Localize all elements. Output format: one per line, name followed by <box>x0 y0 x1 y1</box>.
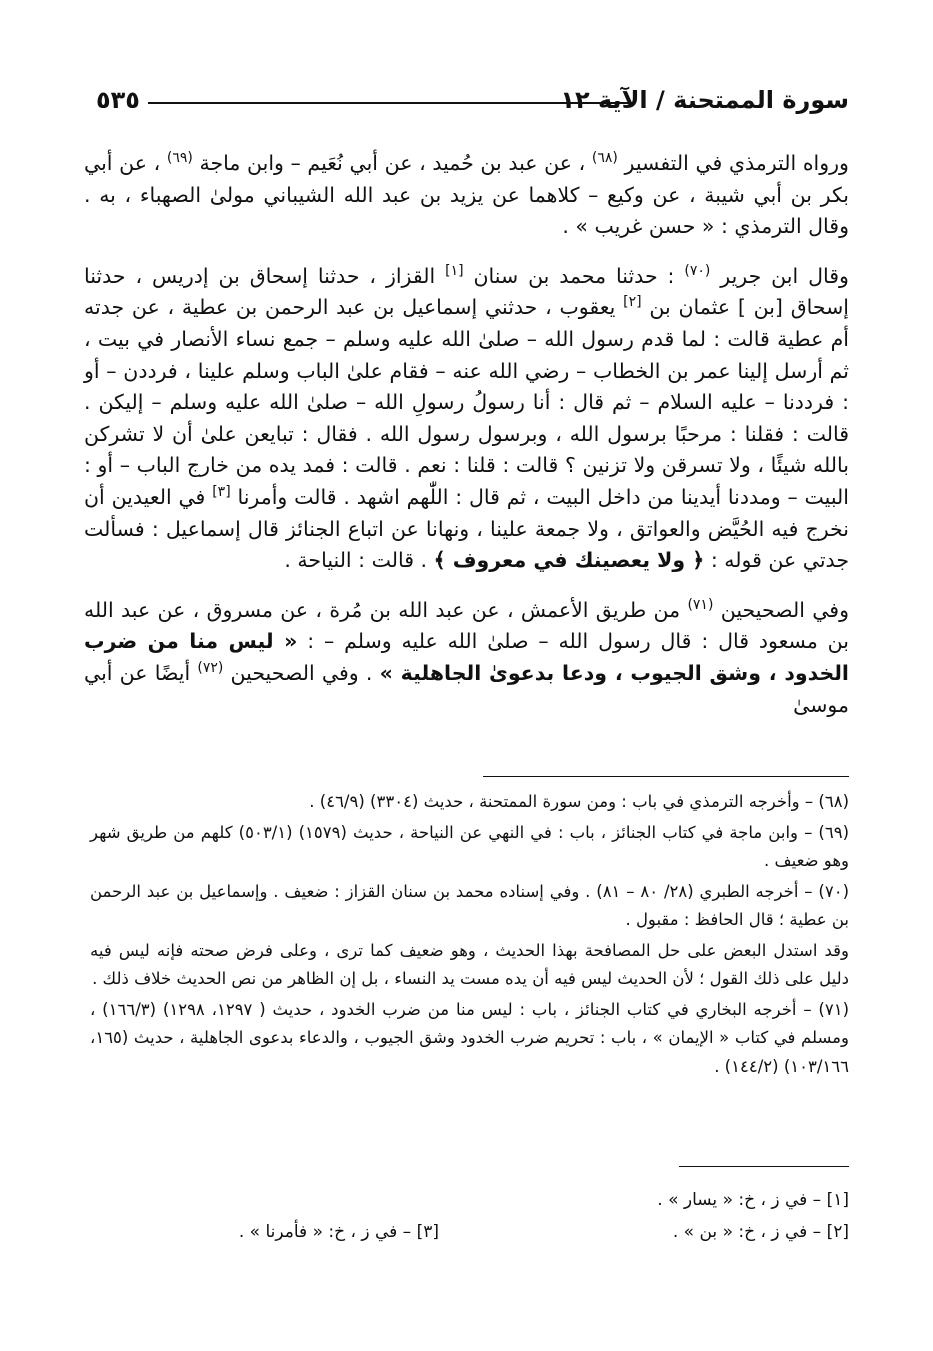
footnote-69: (٦٩) – وابن ماجة في كتاب الجنائز ، باب : في النهي عن النياحة ، حديث (١٥٧٩) (٥٠٣/١) كلهم من طريق شهر وهو ضعيف . <box>90 822 849 870</box>
header-rule <box>148 102 634 104</box>
text-run: أيضًا عن أبي موسىٰ <box>84 660 849 717</box>
editorial-separator <box>679 1166 849 1167</box>
text-run: وفي الصحيحين <box>720 597 849 622</box>
paragraph-gap <box>84 243 849 261</box>
text-run: : حدثنا محمد بن سنان <box>473 263 675 288</box>
page-number: ٥٣٥ <box>96 86 140 114</box>
quran-verse: ﴿ ولا يعصينك في معروف ﴾ <box>433 548 705 573</box>
editorial-ref-3: [٣] <box>212 484 231 501</box>
paragraph-tirmidhi <box>84 148 849 243</box>
editorial-row <box>90 1216 849 1248</box>
footnote-separator <box>483 776 849 777</box>
hadith-quote: « ليس منا من ضرب الخدود ، وشق الجيوب ، ودعا بدعوىٰ الجاهلية » <box>84 629 849 685</box>
editorial-row <box>90 1184 849 1216</box>
paragraph-sahihayn <box>84 595 849 721</box>
paragraph-ibn-jarir <box>84 261 849 577</box>
text-run: ، عن أبي بكر بن أبي شيبة ، عن وكيع – كلاهما عن يزيد بن عبد الله الشيباني مولىٰ الصهباء ، به . وقال الترمذي : « حسن غريب » . <box>84 151 849 239</box>
text-run: ورواه الترمذي في التفسير <box>624 151 849 175</box>
running-header <box>96 86 849 122</box>
editorial-note-1: [١] – في ز ، خ: « يسار » . <box>657 1190 849 1210</box>
footnote-71: (٧١) – أخرجه البخاري في كتاب الجنائز ، باب : ليس منا من ضرب الخدود ، حديث ( ١٢٩٧، ١٢٩٨) (١٦٦/٣) ، ومسلم في كتاب « الإيمان » ، باب : تحريم ضرب الخدود وشق الجيوب ، والدعاء بدعوى الجاهلية ، حديث (١٦٥، ١٠٣/١٦٦) (١٤٤/٢) . <box>90 999 850 1076</box>
text-run: ، عن عبد بن حُميد ، عن أبي نُعَيم – وابن ماجة <box>199 151 586 175</box>
text-run: في العيدين أن نخرج فيه الحُيَّض والعواتق ، ولا جمعة علينا ، ونهانا عن اتباع الجنائز قال إسماعيل : فسألت جدتي عن قوله : <box>84 484 849 573</box>
text-run: . وفي الصحيحين <box>230 660 373 685</box>
editorial-ref-1: [١] <box>445 262 464 279</box>
footnote-70-comment: وقد استدل البعض على حل المصافحة بهذا الحديث ، وهو ضعيف كما ترى ، وعلى فرض صحته فإنه ليس فيه دليل على ذلك القول ؛ لأن الحديث ليس فيه أن يده مست يد النساء ، بل إن الظاهر من نص الحديث خلاف ذلك . <box>90 940 849 988</box>
footnote-70: (٧٠) – أخرجه الطبري (٢٨/ ٨٠ – ٨١) . وفي إسناده محمد بن سنان القزاز : ضعيف . وإسماعيل بن عبد الرحمن بن عطية ؛ قال الحافظ : مقبول . <box>90 881 850 929</box>
editorial-ref-2: [٢] <box>623 294 642 311</box>
footnote-68: (٦٨) – وأخرجه الترمذي في باب : ومن سورة الممتحنة ، حديث (٣٣٠٤) (٤٦/٩) . <box>309 792 849 811</box>
editorial-note-2: [٢] – في ز ، خ: « بن » . <box>672 1222 849 1242</box>
footnote-ref-72: (٧٢) <box>197 660 224 677</box>
editorial-notes <box>90 1184 849 1248</box>
footnotes <box>90 788 849 1083</box>
footnote-ref-70: (٧٠) <box>684 262 711 279</box>
paragraph-gap <box>84 577 849 595</box>
footnote-ref-69: (٦٩) <box>166 150 193 167</box>
surah-title: سورة الممتحنة / الآية ١٢ <box>560 86 849 114</box>
footnote-ref-71: (٧١) <box>687 596 714 613</box>
text-run: القزاز ، حدثنا إسحاق بن إدريس ، حدثنا إسحاق [بن ] عثمان بن <box>84 263 849 320</box>
text-run: . قالت : النياحة . <box>284 548 428 573</box>
text-run: وقال ابن جرير <box>720 263 849 288</box>
text-run: يعقوب ، حدثني إسماعيل بن عبد الرحمن بن عطية ، عن جدته أم عطية قالت : لما قدم رسول الله – صلىٰ الله عليه وسلم – جمع نساء الأنصار في بيت ، ثم أرسل إلينا عمر بن الخطاب – رضي الله عنه – فقام علىٰ الباب وسلم علينا ، فرددن – أو : فرددنا – عليه السلام – ثم قال : أنا رسولُ رسولِ الله – صلىٰ الله عليه وسلم – إليكن . قالت : فقلنا : مرحبًا برسول الله ، وبرسول رسول الله . فقال : تبايعن علىٰ أن لا تشركن بالله شيئًا ، ولا تسرقن ولا تزنين ؟ قالت : قلنا : نعم . قالت : فمد يده من خارج الباب – أو : البيت – ومددنا أيدينا من داخل البيت ، ثم قال : اللّٰهم اشهد . قالت وأمرنا <box>84 295 849 509</box>
editorial-note-3: [٣] – في ز ، خ: « فأمرنا » . <box>238 1222 439 1242</box>
main-text <box>84 148 849 721</box>
footnote-ref-68: (٦٨) <box>591 150 618 167</box>
text-run: من طريق الأعمش ، عن عبد الله بن مُرة ، عن مسروق ، عن عبد الله بن مسعود قال : قال رسول الله – صلىٰ الله عليه وسلم – : <box>84 597 849 654</box>
